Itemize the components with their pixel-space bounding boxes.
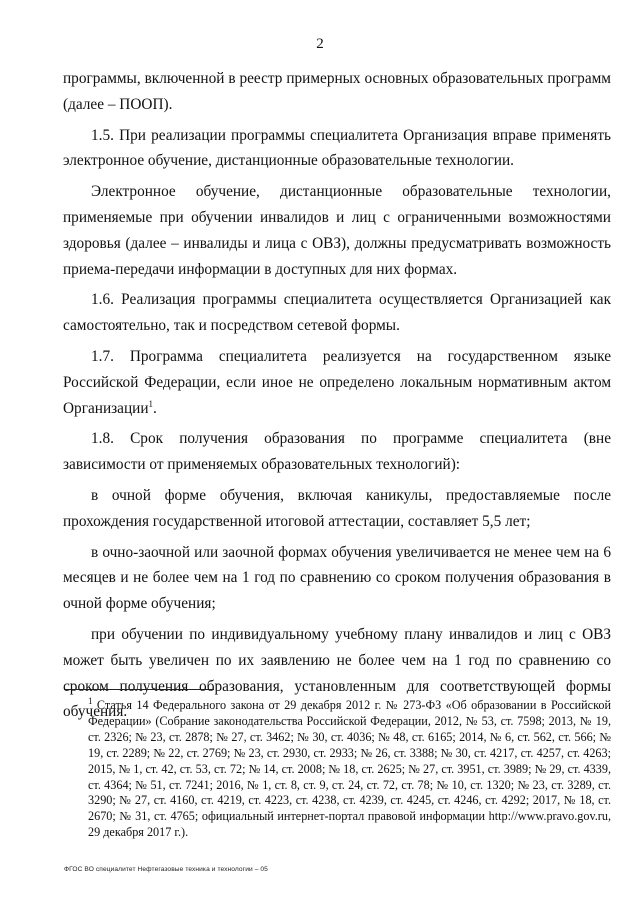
footnote-text-block [88, 695, 612, 841]
footnote [88, 695, 612, 841]
paragraph-part-time: в очно-заочной или заочной формах обучения увеличивается не менее чем на 6 месяцев и не более чем на 1 год по сравнению со сроком получения образования в очной форме обучения; [63, 543, 611, 613]
paragraph-1-7-end: . [153, 399, 157, 417]
paragraph-full-time: в очной форме обучения, включая каникулы, предоставляемые после прохождения государственной итоговой аттестации, составляет 5,5 лет; [63, 486, 611, 530]
footnote-reference: 1 [148, 398, 154, 409]
page-footer: ФГОС ВО специалитет Нефтегазовые техника и технологии – 05 [64, 866, 268, 873]
paragraph-1-7 [63, 344, 611, 421]
footnote-separator [64, 689, 214, 690]
paragraph-1-6: 1.6. Реализация программы специалитета осуществляется Организацией как самостоятельно, так и посредством сетевой формы. [63, 291, 611, 335]
paragraph-continuation: программы, включенной в реестр примерных основных образовательных программ (далее – ПООП). [63, 70, 611, 113]
paragraph-individual-plan: при обучении по индивидуальному учебному плану инвалидов и лиц с ОВЗ может быть увеличен по их заявлению не более чем на 1 год по сравнению со сроком получения образования, установленным для соответствующей формы обучения. [63, 625, 611, 721]
paragraph-1-8: 1.8. Срок получения образования по программе специалитета (вне зависимости от применяемых образовательных технологий): [63, 430, 611, 474]
paragraph-1-5-distance: Электронное обучение, дистанционные образовательные технологии, применяемые при обучении инвалидов и лиц с ограниченными возможностями здоровья (далее – инвалиды и лица с ОВЗ), должны предусматривать возможность приема-передачи информации в доступных для них формах. [63, 183, 611, 278]
page-number: 2 [316, 36, 324, 52]
footnote-text: Статья 14 Федерального закона от 29 декабря 2012 г. № 273-ФЗ «Об образовании в Российской Федерации» (Собрание законодательства Российской Федерации, 2012, № 53, ст. 7598; 2013, № 19, ст. 2326; № 23, ст. 2878; № 27, ст. 3462; № 30, ст. 4036; № 48, ст. 6165; 2014, № 6, ст. 562, ст. 566; № 19, ст. 2289; № 22, ст. 2769; № 23, ст. 2930, ст. 2933; № 26, ст. 3388; № 30, ст. 4217, ст. 4257, ст. 4263; 2015, № 1, ст. 42, ст. 53, ст. 72; № 14, ст. 2008; № 18, ст. 2625; № 27, ст. 3951, ст. 3989; № 29, ст. 4339, ст. 4364; № 51, ст. 7241; 2016, № 1, ст. 8, ст. 9, ст. 24, ст. 72, ст. 78; № 10, ст. 1320; № 23, ст. 3289, ст. 3290; № 27, ст. 4160, ст. 4219, ст. 4223, ст. 4238, ст. 4239, ст. 4245, ст. 4246, ст. 4292; 2017, № 18, ст. 2670; № 31, ст. 4765; официальный интернет-портал правовой информации http://www.pravo.gov.ru, 29 декабря 2017 г.). [88, 698, 612, 840]
main-text [63, 66, 611, 725]
paragraph-1-7-text: 1.7. Программа специалитета реализуется на государственном языке Российской Федерации, если иное не определено локальным нормативным актом Организации [63, 347, 611, 417]
footnote-marker: 1 [88, 695, 93, 706]
paragraph-1-5: 1.5. При реализации программы специалитета Организация вправе применять электронное обучение, дистанционные образовательные технологии. [63, 126, 611, 170]
